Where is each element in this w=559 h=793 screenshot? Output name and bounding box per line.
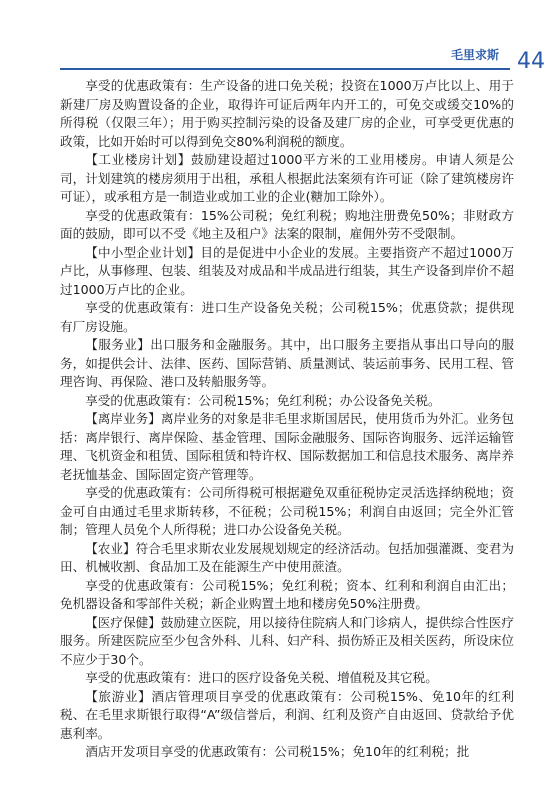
body-text xyxy=(60,77,514,762)
paragraph: 享受的优惠政策有：公司所得税可根据避免双重征税协定灵活选择纳税地；资金可自由通过毛里求斯转移，不征税；公司税15%；利润自由返回；完全外汇管制；管理人员免个人所得税；进口办公设备免关税。 xyxy=(60,485,514,537)
paragraph: 【医疗保健】鼓励建立医院，用以接待住院病人和门诊病人，提供综合性医疗服务。所建医院应至少包含外科、儿科、妇产科、损伤矫正及相关医药，所设床位不应少于30个。 xyxy=(60,614,514,667)
paragraph: 享受的优惠政策有：生产设备的进口免关税；投资在1000万卢比以上、用于新建厂房及购置设备的企业，取得许可证后两年内开工的，可免交或缓交10%的所得税（仅限三年）；用于购买控制污染的设备及建厂房的企业，可享受更优惠的政策，比如开始时可以得到免交80%利润税的额度。 xyxy=(60,78,514,149)
paragraph: 【农业】符合毛里求斯农业发展规划规定的经济活动。包括加强灌溉、变君为田、机械收割、食品加工及在能源生产中使用蔗渣。 xyxy=(60,540,514,574)
paragraph: 【服务业】出口服务和金融服务。其中，出口服务主要指从事出口导向的服务，如提供会计、法律、医药、国际营销、质量测试、装运前事务、民用工程、管理咨询、再保险、港口及转船服务等。 xyxy=(60,337,514,389)
paragraph: 【中小型企业计划】目的是促进中小企业的发展。主要指资产不超过1000万卢比，从事修理、包装、组装及对成品和半成品进行组装，其生产设备到岸价不超过1000万卢比的企业。 xyxy=(60,244,514,297)
paragraph: 酒店开发项目享受的优惠政策有：公司税15%；免10年的红利税；批 xyxy=(85,744,470,759)
paragraph: 享受的优惠政策有：进口的医疗设备免关税、增值税及其它税。 xyxy=(85,670,438,685)
running-title: 毛里求斯 xyxy=(450,48,499,62)
page-number: 44 xyxy=(517,49,545,74)
paragraph: 享受的优惠政策有：进口生产设备免关税；公司税15%；优惠贷款；提供现有厂房设施。 xyxy=(60,300,514,334)
paragraph: 【离岸业务】离岸业务的对象是非毛里求斯国居民，使用货币为外汇。业务包括：离岸银行、离岸保险、基金管理、国际金融服务、国际咨询服务、远洋运输管理、飞机资金和租赁、国际租赁和特许权、国际数据加工和信息技术服务、离岸养老抚恤基金、国际固定资产管理等。 xyxy=(60,411,514,482)
page-header xyxy=(0,0,559,80)
header-rule xyxy=(60,68,510,70)
paragraph: 享受的优惠政策有：公司税15%；免红利税；资本、红利和利润自由汇出；免机器设备和零部件关税；新企业购置土地和楼房免50%注册费。 xyxy=(60,577,514,611)
paragraph: 【旅游业】酒店管理项目享受的优惠政策有：公司税15%、免10年的红利税、在毛里求斯银行取得“A”级信誉后，利润、红利及资产自由返回、贷款给予优惠利率。 xyxy=(60,688,514,741)
paragraph: 享受的优惠政策有：15%公司税；免红利税；购地注册费免50%；非财政方面的鼓励，即可以不受《地主及租户》法案的限制，雇佣外劳不受限制。 xyxy=(60,207,514,241)
paragraph: 【工业楼房计划】鼓励建设超过1000平方米的工业用楼房。申请人须是公司，计划建筑的楼房须用于出租，承租人根据此法案须有许可证（除了建筑楼房许可证），或承租方是一制造业或加工业的企业(糖加工除外）。 xyxy=(60,152,514,204)
paragraph: 享受的优惠政策有：公司税15%；免红利税；办公设备免关税。 xyxy=(85,392,441,408)
